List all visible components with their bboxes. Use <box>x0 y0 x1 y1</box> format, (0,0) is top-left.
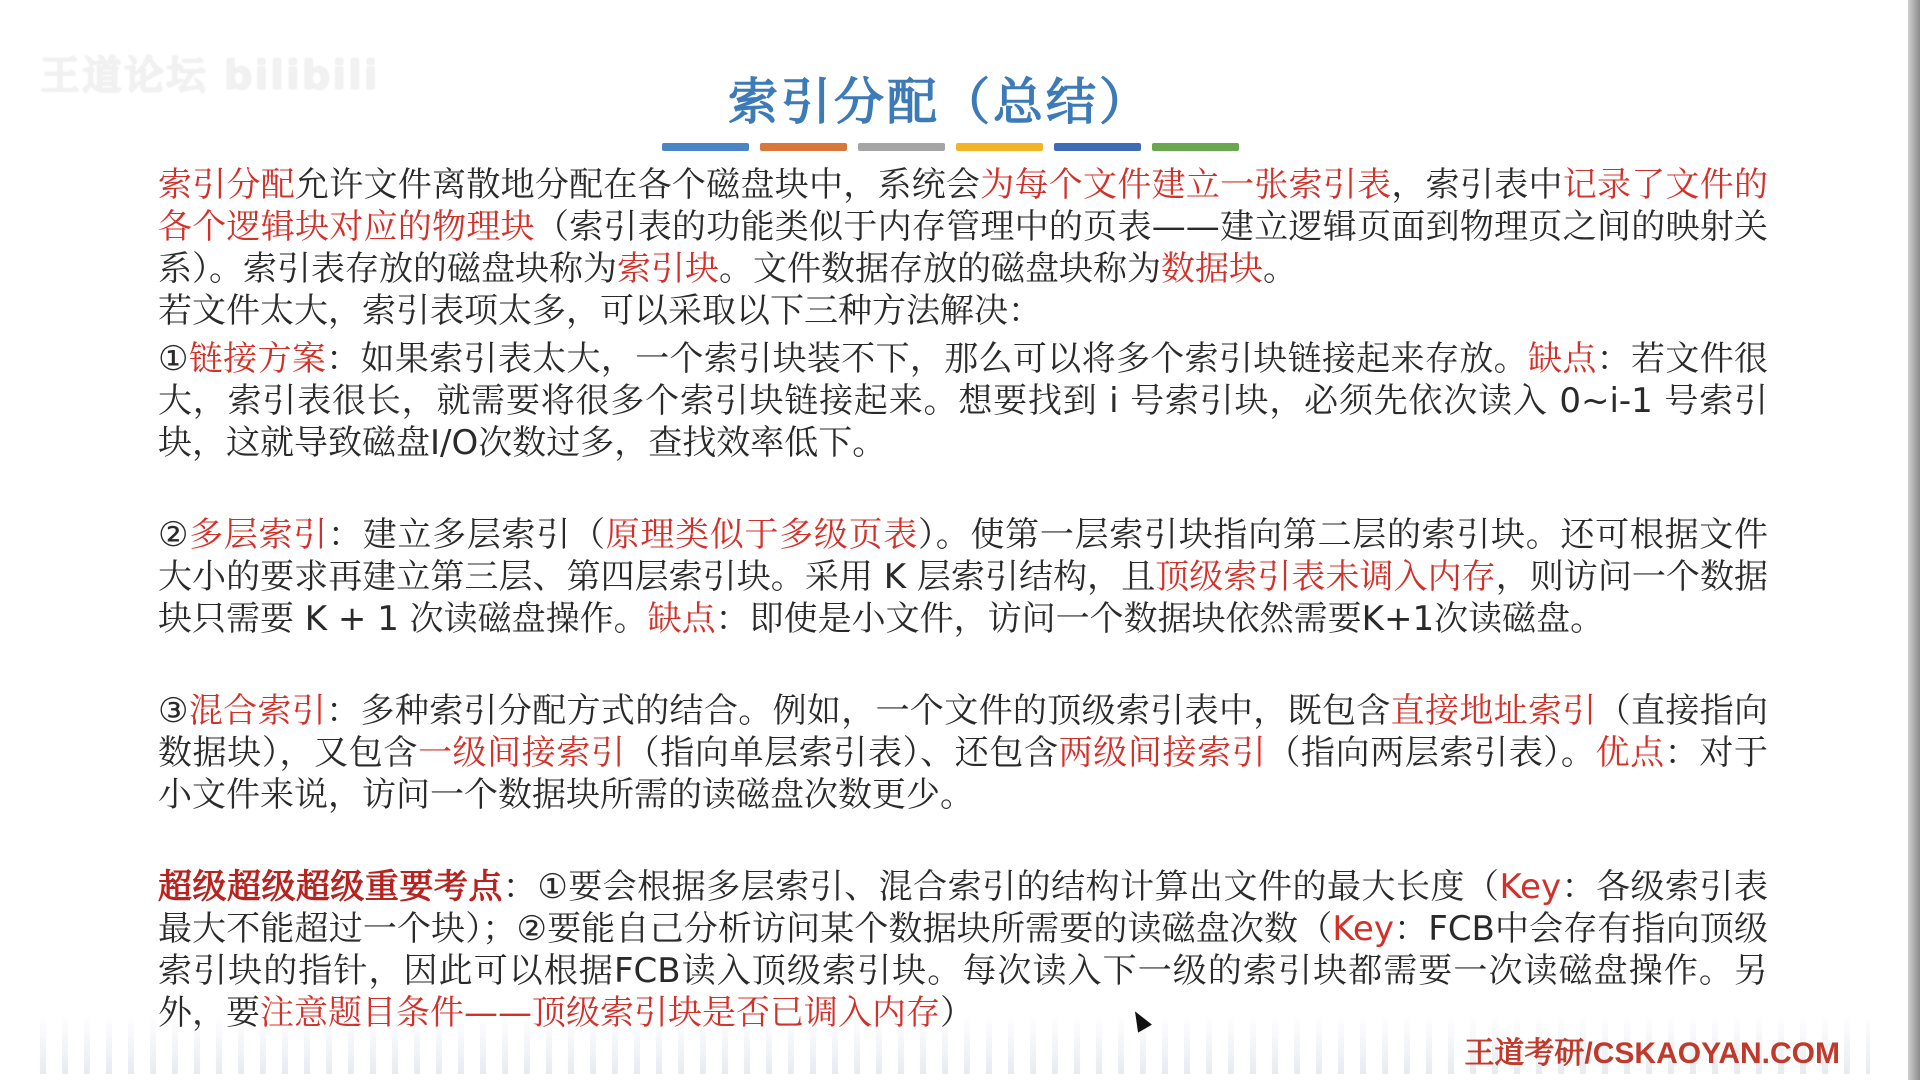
body-text: 。 <box>1263 249 1297 289</box>
body-text: ：FCB中会存有指向顶级索引块的指针，因此可以根据FCB读入顶级索引块。每次读入下一级的索引块都需要一次读磁盘操作。另外，要 <box>158 909 1768 1033</box>
highlight-text: Key <box>1332 909 1394 949</box>
highlight-text: 多层索引 <box>189 515 329 555</box>
highlight-text: 两级间接索引 <box>1058 733 1267 773</box>
title-bar-segment <box>858 143 945 151</box>
body-text: ，则访问一个数据块只需要 K + 1 次读磁盘操作。 <box>158 557 1769 639</box>
highlight-text: 缺点 <box>647 599 716 639</box>
highlight-text: 超级超级超级重要考点 <box>158 867 503 907</box>
highlight-text: 索引分配 <box>158 165 296 205</box>
paragraph-linked-scheme <box>158 338 1768 464</box>
title-bar-segment <box>662 143 749 151</box>
highlight-text: 记录了文件的各个逻辑块对应的物理块 <box>158 165 1769 247</box>
body-text: （直接指向数据块），又包含 <box>158 691 1769 773</box>
highlight-text: 原理类似于多级页表 <box>605 515 919 555</box>
highlight-text: 直接地址索引 <box>1390 691 1597 731</box>
title-bar-segment <box>1054 143 1141 151</box>
highlight-text: 注意题目条件——顶级索引块是否已调入内存 <box>260 993 940 1033</box>
body-text: 若文件太大，索引表项太多，可以采取以下三种方法解决： <box>158 291 1042 331</box>
body-text: ：即使是小文件，访问一个数据块依然需要K+1次读磁盘。 <box>715 599 1605 639</box>
highlight-text: 缺点 <box>1528 339 1597 379</box>
window-edge <box>1908 0 1920 1080</box>
footer-brand: 王道考研/CSKAOYAN.COM <box>1464 1037 1840 1070</box>
title-bar-segment <box>760 143 847 151</box>
title-bar-segment <box>1152 143 1239 151</box>
body-text: ） <box>940 993 974 1033</box>
body-text: ：多种索引分配方式的结合。例如，一个文件的顶级索引表中，既包含 <box>326 691 1391 731</box>
body-text: ② <box>158 515 190 555</box>
body-text: ，索引表中 <box>1391 165 1563 205</box>
body-text: 允许文件离散地分配在各个磁盘块中，系统会 <box>295 165 981 205</box>
highlight-text: 优点 <box>1595 733 1665 773</box>
paragraph-mixed-index <box>158 690 1768 816</box>
body-text: ）。使第一层索引块指向第二层的索引块。还可根据文件大小的要求再建立第三层、第四层索引块。采用 K 层索引结构，且 <box>158 515 1769 597</box>
paragraph-intro <box>158 164 1768 290</box>
slide-content <box>158 164 1768 1034</box>
highlight-text: 链接方案 <box>188 339 327 379</box>
body-text: ：各级索引表最大不能超过一个块）；②要能自己分析访问某个数据块所需要的读磁盘次数（ <box>158 867 1769 949</box>
body-text: ③ <box>158 691 189 731</box>
body-text: ：对于小文件来说，访问一个数据块所需的读磁盘次数更少。 <box>158 733 1769 815</box>
body-text: ：若文件很大，索引表很长，就需要将很多个索引块链接起来。想要找到 i 号索引块，必须先依次读入 0~i-1 号索引块，这就导致磁盘I/O次数过多，查找效率低下。 <box>158 339 1769 463</box>
highlight-text: 数据块 <box>1161 249 1263 289</box>
body-text: 。文件数据存放的磁盘块称为 <box>719 249 1161 289</box>
highlight-text: 一级间接索引 <box>417 733 626 773</box>
paragraph-multilevel-index <box>158 514 1768 640</box>
body-text: ：①要会根据多层索引、混合索引的结构计算出文件的最大长度（ <box>502 867 1500 907</box>
body-text: ：建立多层索引（ <box>328 515 606 555</box>
body-text: ：如果索引表太大，一个索引块装不下，那么可以将多个索引块链接起来存放。 <box>326 339 1528 379</box>
watermark-logo: 王道论坛 bilibili <box>40 53 380 99</box>
highlight-text: 混合索引 <box>188 691 327 731</box>
body-text: （索引表的功能类似于内存管理中的页表——建立逻辑页面到物理页之间的映射关系）。索引表存放的磁盘块称为 <box>158 207 1769 289</box>
highlight-text: 为每个文件建立一张索引表 <box>980 165 1392 205</box>
body-text: ① <box>158 339 189 379</box>
highlight-text: 顶级索引表未调入内存 <box>1155 557 1496 597</box>
title-bar-segment <box>956 143 1043 151</box>
highlight-text: Key <box>1499 867 1562 907</box>
highlight-text: 索引块 <box>617 249 719 289</box>
paragraph-key-points <box>158 866 1768 1034</box>
title-underline-bar <box>662 143 1239 151</box>
body-text: （指向两层索引表）。 <box>1266 733 1596 773</box>
paragraph-methods-lead <box>158 290 1768 332</box>
slide-title: 索引分配（总结） <box>728 73 1152 131</box>
body-text: （指向单层索引表）、还包含 <box>625 733 1059 773</box>
